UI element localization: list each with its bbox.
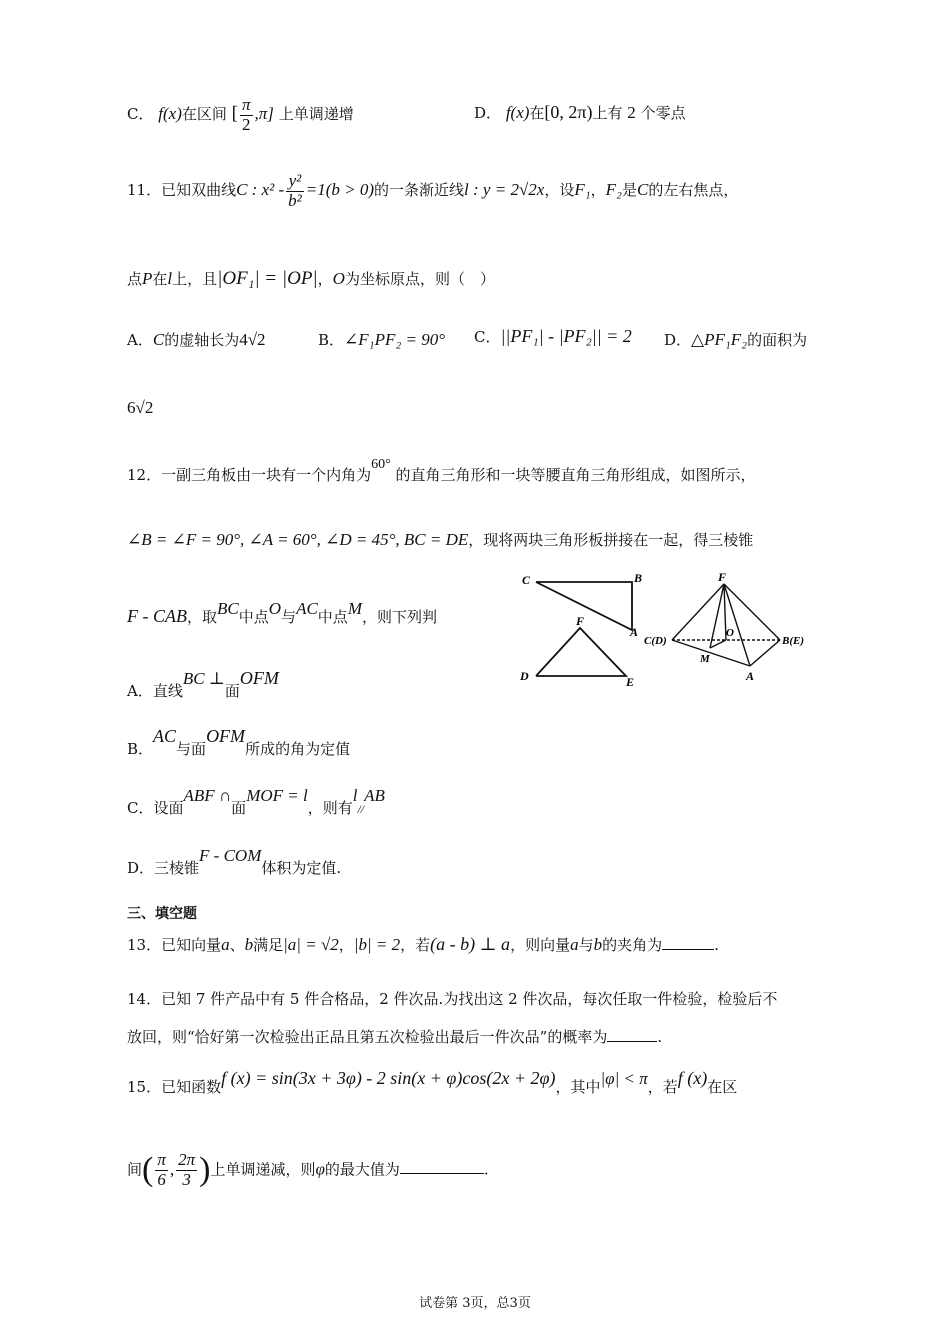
q13-b: b (244, 935, 254, 954)
q15-text2: ，其中 (555, 1078, 601, 1096)
q11-curve-frac (286, 172, 304, 210)
q11-option-c (474, 326, 632, 348)
q11-c: C (636, 180, 649, 200)
q12-b-text2: 所成的角为定值 (245, 740, 351, 758)
label-a1: A (630, 625, 639, 639)
q11-number: 11．已知双曲线 (127, 181, 237, 200)
q14-line2 (127, 1028, 662, 1046)
q12-text6: 中点 (317, 608, 348, 626)
q11-p: P (142, 269, 153, 288)
q12-text2: ，现将两块三角形板拼接在一起，得三棱锥 (468, 531, 754, 549)
q13-text5: ，则向量 (510, 936, 571, 954)
q12-c-math3: l (352, 786, 358, 805)
q12-c-text1: 面 (231, 799, 247, 817)
q11-f1: F₁ (574, 180, 591, 200)
q10-option-d (474, 102, 686, 124)
q10-d-interval: [0, 2π) (544, 102, 593, 122)
q15-text3: ，若 (647, 1078, 678, 1096)
q11-line2-d: ， (317, 270, 333, 288)
q10-d-fx: f(x) (505, 103, 530, 122)
section-title: 三、填空题 (127, 906, 197, 922)
label-cd3: C(D) (644, 635, 667, 647)
q15-den2: 3 (182, 1169, 191, 1189)
q11-d-text: 的面积为 (747, 331, 808, 349)
q11-curve-post: =1(b > 0) (305, 180, 375, 200)
q11-a-label: A． (127, 331, 153, 349)
q12-text5: 与 (281, 608, 297, 626)
q11-line1 (127, 172, 738, 210)
q13-text4: ，若 (400, 936, 431, 954)
q12-m: M (347, 599, 362, 618)
q11-text1: 的一条渐近线 (374, 181, 465, 200)
q15-phi: φ (315, 1159, 325, 1179)
q13-answer-blank[interactable] (662, 937, 714, 950)
q10-c-interval-post: ,π] (254, 104, 274, 124)
q12-ac: AC (296, 599, 318, 618)
q12-option-c (127, 786, 385, 817)
q11-text4: 是 (621, 181, 637, 200)
q12-option-d (127, 846, 342, 877)
q13-cond3: (a - b) ⊥ a (430, 934, 511, 954)
q12-d-text: 体积为定值. (261, 859, 342, 877)
q12-b-math1: AC (153, 726, 177, 746)
q11-options (127, 330, 266, 350)
q12-text1: 的直角三角形和一块等腰直角三角形组成，如图所示， (395, 466, 756, 484)
q12-b-math2: OFM (206, 726, 246, 746)
q13-text6: 与 (578, 936, 594, 954)
q11-option-d (664, 330, 807, 350)
label-c1: C (522, 573, 531, 587)
q11-c-label: C． (474, 328, 501, 346)
q12-o: O (268, 599, 282, 618)
label-m3: M (700, 653, 710, 665)
q11-a-c: C (152, 330, 165, 349)
q11-curve-den: b² (288, 190, 302, 210)
q12-angle: 60° (371, 457, 391, 472)
q12-c-math2: MOF = l (246, 786, 308, 805)
q12-text4: 中点 (238, 608, 269, 626)
q12-b-label: B． (127, 740, 154, 758)
q15-right-paren: ) (199, 1151, 211, 1188)
label-f3: F (718, 570, 727, 584)
q12-c-math4: AB (364, 786, 385, 805)
q13-text7: 的夹角为 (602, 936, 663, 954)
q15-answer-blank[interactable] (400, 1161, 484, 1174)
q13-text1: 13．已知向量 (127, 936, 222, 954)
q15-text1: 15．已知函数 (127, 1078, 222, 1096)
q12-c-math1: ABF ∩ (183, 786, 232, 805)
q11-c-value: ||PF₁| - |PF₂|| = 2 (500, 326, 632, 346)
q11-o: O (332, 269, 345, 288)
q15-frac2 (176, 1151, 197, 1189)
q12-d-label: D．三棱锥 (127, 859, 200, 877)
q10-d-label: D． (474, 104, 502, 122)
q11-b-value: ∠F₁PF₂ = 90° (344, 330, 446, 349)
q11-text2: ，设 (544, 181, 575, 200)
q11-condition: |OF₁| = |OP| (217, 268, 318, 289)
q12-c-label: C．设面 (127, 799, 184, 817)
q10-c-interval-frac (240, 96, 253, 134)
q12-text7: ，则下列判 (361, 608, 437, 626)
label-f2: F (576, 614, 585, 628)
q12-a-math2: OFM (239, 668, 279, 688)
q15-left-paren: ( (142, 1151, 154, 1188)
label-d2: D (520, 669, 529, 683)
q13-a: a (221, 935, 230, 954)
q15-text4: 在区 (707, 1078, 738, 1096)
q12-pyramid: F - CAB (127, 606, 187, 626)
q11-f2: F₂ (605, 180, 622, 200)
q15-num2: 2π (178, 1150, 196, 1170)
q10-option-c (127, 96, 354, 134)
q11-line2-e: 为坐标原点，则（ ） (344, 270, 495, 288)
q10-c-text2: 上单调递增 (278, 105, 354, 124)
q12-a-math1: BC ⊥ (182, 669, 225, 688)
q12-figure (514, 570, 814, 690)
q11-a-value: 4√2 (239, 330, 266, 349)
q10-d-text3: 个零点 (640, 104, 686, 122)
q13-cond2: |b| = 2 (353, 935, 401, 954)
q15-condition: |φ| < π (600, 1069, 648, 1088)
q15-den1: 6 (157, 1169, 166, 1189)
label-a3: A (746, 669, 755, 683)
q13-a2: a (570, 935, 579, 954)
q11-d-label: D． (664, 331, 692, 349)
q10-c-fx: f(x) (158, 104, 182, 124)
q11-l: l (167, 269, 173, 288)
q10-c-interval-pre: [ (231, 103, 238, 125)
q10-c-label: C． (127, 105, 154, 124)
q15-line2 (127, 1150, 489, 1191)
q10-d-text2: 上有 (592, 104, 623, 122)
q15-line2-b: 上单调递减，则 (210, 1160, 316, 1179)
q11-d-value2: 6√2 (127, 398, 154, 417)
q11-line2-b: 在 (152, 270, 168, 288)
q12-line1 (127, 457, 756, 486)
q10-d-text1: 在 (529, 104, 545, 122)
q11-line2-a: 点 (127, 270, 143, 288)
label-b1: B (634, 571, 643, 585)
q15-function: f (x) = sin(3x + 3φ) - 2 sin(x + φ)cos(2x + 2φ) (221, 1068, 556, 1088)
q13-b2: b (593, 935, 603, 954)
label-o3: O (726, 627, 734, 639)
q12-number: 12．一副三角板由一块有一个内角为 (127, 466, 372, 484)
q14-line2-text: 放回，则“恰好第一次检验出正品且第五次检验出最后一件次品”的概率为 (127, 1028, 608, 1046)
q10-c-frac-num: π (241, 95, 251, 114)
q13-line (127, 934, 719, 956)
q11-d-value: △PF₁F₂ (691, 330, 748, 349)
q12-a-label: A．直线 (127, 682, 183, 700)
q10-c-text1: 在区间 (181, 105, 227, 124)
q11-option-b (318, 330, 445, 350)
q15-comma: , (169, 1160, 175, 1180)
q11-a-text: 的虚轴长为 (164, 331, 240, 349)
q10-c-frac-den: 2 (242, 114, 251, 134)
q12-line3 (127, 599, 437, 628)
q11-b-label: B． (318, 331, 345, 349)
q13-sep: 、 (229, 936, 245, 954)
q12-c-text2: ，则有 (307, 799, 353, 817)
q12-option-a (127, 668, 279, 700)
q13-end: . (714, 936, 719, 954)
q11-text5: 的左右焦点， (648, 181, 739, 200)
q15-line1 (127, 1068, 738, 1096)
q11-text3: ， (590, 181, 606, 200)
q12-option-b (127, 726, 351, 758)
q12-bc: BC (217, 599, 239, 618)
q12-d-math: F - COM (199, 846, 262, 865)
label-be3: B(E) (782, 635, 804, 647)
q14-end: . (657, 1028, 663, 1046)
q11-asymptote: l : y = 2√2x (464, 180, 545, 200)
q14-answer-blank[interactable] (607, 1029, 657, 1042)
q13-cond1: |a| = √2 (283, 935, 339, 954)
q13-text3: ， (338, 936, 354, 954)
q12-line2 (127, 530, 753, 550)
label-e2: E (626, 675, 635, 689)
q12-c-parallel: // (357, 802, 365, 816)
q10-d-count: 2 (627, 103, 636, 122)
q14-line1: 14．已知 7 件产品中有 5 件合格品，2 件次品.为找出这 2 件次品，每次任取一件检验，检验后不 (127, 990, 778, 1008)
q12-a-text: 面 (224, 682, 240, 700)
q15-line2-c: 的最大值为 (324, 1160, 400, 1179)
q15-frac1 (155, 1151, 168, 1189)
q11-line2 (127, 268, 495, 291)
q13-text2: 满足 (253, 936, 284, 954)
q15-num1: π (157, 1150, 166, 1170)
q11-curve-num: y² (286, 172, 304, 192)
q15-end: . (483, 1160, 489, 1179)
page-footer: 试卷第 3页，总3页 (419, 1296, 531, 1311)
q12-text3: ，取 (187, 608, 218, 626)
q15-fx: f (x) (677, 1068, 708, 1088)
q15-line2-a: 间 (127, 1160, 143, 1179)
q11-curve-pre: C : x² - (236, 180, 285, 200)
q11-option-d-value2 (127, 398, 153, 418)
q12-condition: ∠B = ∠F = 90°, ∠A = 60°, ∠D = 45°, BC = DE (127, 530, 469, 549)
q12-b-text1: 与面 (176, 740, 207, 758)
q11-line2-c: 上，且 (172, 270, 218, 288)
